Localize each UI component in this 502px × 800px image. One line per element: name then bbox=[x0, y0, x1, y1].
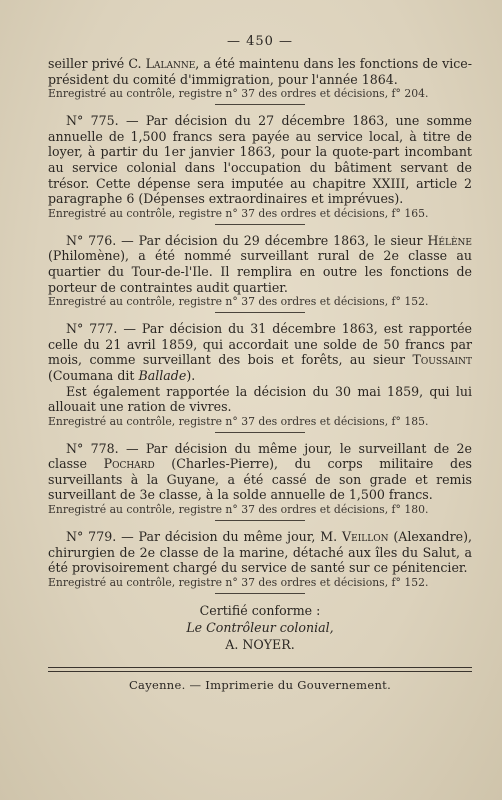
section-separator bbox=[215, 432, 305, 433]
text-run: , a été maintenu dans les fonctions de vice-président du comité d'immigration, pour l'année 1864. bbox=[48, 56, 472, 87]
text-run: (Charles-Pierre), du corps militaire des surveillants à la Guyane, a été cassé de son grade et remis surveillant de 3e classe, à la solde annuelle de 1,500 francs. bbox=[48, 456, 472, 503]
registry-note: Enregistré au contrôle, registre n° 37 des ordres et décisions, f° 204. bbox=[48, 87, 429, 101]
text-run: N° 777. — Par décision du 31 décembre 1863, est rapportée celle du 21 avril 1859, qui accordait une solde de 50 francs par mois, comme surveillant des bois et forêts, au sieur bbox=[48, 321, 472, 368]
section-separator bbox=[215, 520, 305, 521]
registry-note: Enregistré au contrôle, registre n° 37 des ordres et décisions, f° 165. bbox=[48, 206, 429, 220]
person-name: Veillon bbox=[342, 529, 389, 545]
decision-text bbox=[48, 441, 472, 503]
section-separator bbox=[215, 224, 305, 225]
certification-signature: A. NOYER. bbox=[225, 636, 295, 652]
person-name: Lalanne bbox=[145, 56, 196, 71]
text-run: N° 778. — Par décision du même jour, le surveillant de 2e classe bbox=[48, 440, 472, 472]
printer-footer: Cayenne. — Imprimerie du Gouvernement. bbox=[128, 677, 392, 692]
page-number: — 450 — bbox=[226, 34, 294, 49]
decision-text bbox=[48, 56, 472, 87]
registry-note: Enregistré au contrôle, registre n° 37 des ordres et décisions, f° 185. bbox=[48, 414, 429, 428]
registry-note: Enregistré au contrôle, registre n° 37 des ordres et décisions, f° 152. bbox=[48, 575, 429, 589]
registry-note: Enregistré au contrôle, registre n° 37 des ordres et décisions, f° 180. bbox=[48, 503, 429, 517]
text-run: Ballade bbox=[138, 367, 187, 383]
certification-block bbox=[48, 602, 472, 653]
person-name: Toussaint bbox=[412, 352, 472, 368]
text-run: (Alexandre), chirurgien de 2e classe de la marine, détaché aux îles du Salut, a été provisoirement chargé du service de santé sur ce pénitencier. bbox=[48, 529, 472, 576]
certification-line-1: Certifié conforme : bbox=[199, 602, 321, 618]
decision-extra-text: Est également rapportée la décision du 30 mai 1859, qui lui allouait une ration de vivres. bbox=[48, 383, 472, 415]
text-run: (Coumana dit bbox=[48, 367, 139, 383]
decision-text bbox=[48, 233, 472, 295]
decision-text bbox=[48, 529, 472, 576]
entries-container bbox=[48, 56, 472, 594]
text-run: N° 779. — Par décision du même jour, M. bbox=[66, 529, 343, 545]
registry-note: Enregistré au contrôle, registre n° 37 des ordres et décisions, f° 152. bbox=[48, 295, 429, 309]
section-separator bbox=[215, 593, 305, 594]
person-name: Pochard bbox=[103, 456, 155, 472]
text-run: N° 776. — Par décision du 29 décembre 1863, le sieur bbox=[66, 232, 428, 248]
person-name: Hélène bbox=[427, 232, 472, 248]
decision-text bbox=[48, 321, 472, 383]
text-run: seiller privé C. bbox=[48, 56, 146, 71]
decision-text bbox=[48, 113, 472, 207]
text-run: N° 775. — Par décision du 27 décembre 1863, une somme annuelle de 1,500 francs sera payée au service local, à titre de loyer, à partir du 1er janvier 1863, pour la quote-part incombant au service colonial dans l'occupation du bâtiment servant de trésor. Cette dépense sera imputée au chapitre XXIII, article 2 paragraphe 6 (Dépenses extraordinaires et imprévues). bbox=[48, 113, 472, 207]
certification-line-2: Le Contrôleur colonial, bbox=[186, 619, 334, 635]
text-run: (Philomène), a été nommé surveillant rural de 2e classe au quartier du Tour-de-l'Ile. Il remplira en outre les fonctions de porteur de contraintes audit quartier. bbox=[48, 248, 472, 295]
footer-rule bbox=[48, 667, 472, 672]
text-run: ). bbox=[186, 367, 196, 383]
section-separator bbox=[215, 104, 305, 105]
section-separator bbox=[215, 312, 305, 313]
